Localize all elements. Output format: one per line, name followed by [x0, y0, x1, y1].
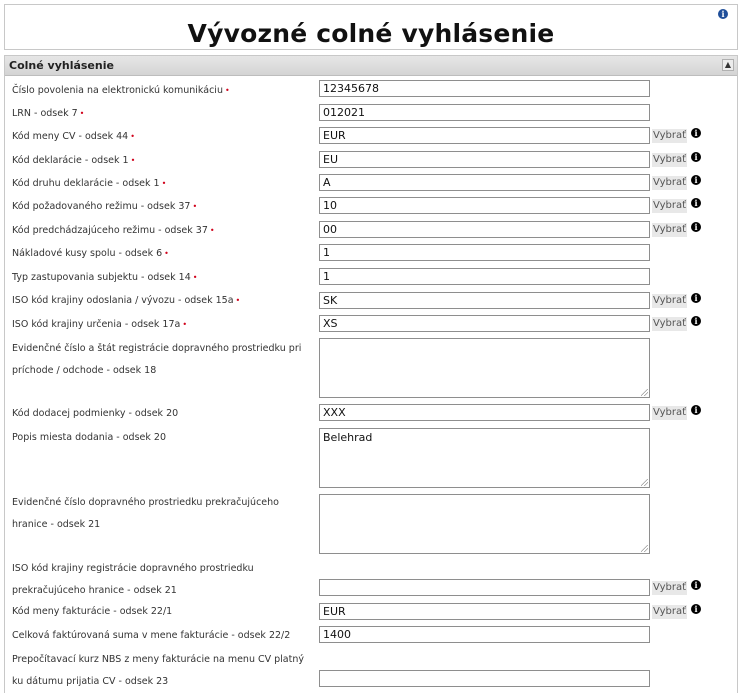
field-input[interactable]: 1: [319, 268, 650, 285]
field-label-text: Kód meny CV - odsek 44: [12, 131, 129, 142]
required-marker: •: [192, 273, 198, 282]
panel-title: Colné vyhlásenie: [9, 59, 114, 72]
field-label-text: ISO kód krajiny registrácie dopravného prostriedku prekračujúceho hranice - odsek 21: [12, 563, 254, 596]
field-label: [12, 403, 308, 425]
field-textarea[interactable]: [319, 338, 650, 398]
select-button[interactable]: Vybrať: [653, 407, 686, 418]
field-label: [12, 103, 308, 125]
field-label: [12, 173, 308, 195]
info-icon[interactable]: i: [691, 128, 701, 138]
field-input[interactable]: 1: [319, 244, 650, 261]
required-marker: •: [192, 202, 198, 211]
collapse-chevron-up-icon[interactable]: ▲: [722, 59, 734, 71]
field-label-text: LRN - odsek 7: [12, 108, 78, 119]
resize-grip-icon[interactable]: [641, 389, 648, 396]
select-button[interactable]: Vybrať: [653, 606, 686, 617]
field-label-text: Kód deklarácie - odsek 1: [12, 155, 129, 166]
required-marker: •: [130, 132, 135, 141]
field-input[interactable]: XXX: [319, 404, 650, 421]
field-label-text: Prepočítavací kurz NBS z meny fakturácie na menu CV platný ku dátumu prijatia CV - odsek 23: [12, 654, 304, 687]
required-marker: •: [130, 156, 136, 165]
field-label: [12, 243, 308, 265]
field-label-text: Celková faktúrovaná suma v mene fakturácie - odsek 22/2: [12, 630, 291, 641]
panel-header: [5, 56, 737, 76]
required-marker: •: [161, 179, 167, 188]
field-label: [12, 150, 308, 172]
select-button[interactable]: Vybrať: [653, 200, 686, 211]
field-textarea[interactable]: [319, 494, 650, 554]
field-label: [12, 267, 308, 289]
field-label-text: Popis miesta dodania - odsek 20: [12, 432, 166, 443]
field-label-text: Typ zastupovania subjektu - odsek 14: [12, 272, 191, 283]
select-button[interactable]: Vybrať: [653, 318, 686, 329]
field-label: [12, 492, 308, 536]
field-input[interactable]: EUR: [319, 603, 650, 620]
field-input[interactable]: 1400: [319, 626, 650, 643]
required-marker: •: [79, 109, 85, 118]
field-input[interactable]: EUR: [319, 127, 650, 144]
field-input[interactable]: 10: [319, 197, 650, 214]
field-label-text: ISO kód krajiny určenia - odsek 17a: [12, 319, 181, 330]
field-value: Belehrad: [323, 431, 373, 444]
required-marker: •: [164, 249, 169, 258]
info-icon[interactable]: i: [691, 222, 701, 232]
field-label-text: Kód požadovaného režimu - odsek 37: [12, 201, 191, 212]
field-label: [12, 290, 308, 312]
select-button[interactable]: Vybrať: [653, 154, 686, 165]
field-label: [12, 338, 308, 382]
info-icon[interactable]: i: [691, 580, 701, 590]
resize-grip-icon[interactable]: [641, 479, 648, 486]
required-marker: •: [235, 296, 241, 305]
info-icon[interactable]: i: [691, 198, 701, 208]
field-input[interactable]: 12345678: [319, 80, 650, 97]
select-button[interactable]: Vybrať: [653, 177, 686, 188]
info-icon[interactable]: i: [691, 293, 701, 303]
field-label-text: Kód predchádzajúceho režimu - odsek 37: [12, 225, 208, 236]
field-label: [12, 558, 308, 602]
help-info-icon[interactable]: i: [718, 9, 728, 19]
field-input[interactable]: SK: [319, 292, 650, 309]
field-label: [12, 601, 308, 623]
required-marker: •: [209, 226, 215, 235]
select-button[interactable]: Vybrať: [653, 295, 686, 306]
field-label: [12, 220, 308, 242]
field-input[interactable]: [319, 670, 650, 687]
info-icon[interactable]: i: [691, 405, 701, 415]
field-label: [12, 649, 308, 693]
required-marker: •: [224, 86, 230, 95]
field-input[interactable]: EU: [319, 151, 650, 168]
field-label-text: Evidenčné číslo dopravného prostriedku prekračujúceho hranice - odsek 21: [12, 497, 279, 530]
customs-declaration-panel: [4, 55, 738, 693]
field-label-text: Kód dodacej podmienky - odsek 20: [12, 408, 179, 419]
field-input[interactable]: A: [319, 174, 650, 191]
resize-grip-icon[interactable]: [641, 545, 648, 552]
info-icon[interactable]: i: [691, 316, 701, 326]
field-input[interactable]: 012021: [319, 104, 650, 121]
select-button[interactable]: Vybrať: [653, 130, 686, 141]
field-label-text: Kód meny fakturácie - odsek 22/1: [12, 606, 173, 617]
required-marker: •: [182, 320, 188, 329]
page-title: Výv​ozné colné vyhlásenie: [187, 19, 555, 48]
info-icon[interactable]: i: [691, 175, 701, 185]
field-label: [12, 80, 308, 102]
field-input[interactable]: [319, 579, 650, 596]
select-button[interactable]: Vybrať: [653, 224, 686, 235]
select-button[interactable]: Vybrať: [653, 582, 686, 593]
field-label: [12, 625, 308, 647]
field-label: [12, 427, 308, 449]
field-label-text: Kód druhu deklarácie - odsek 1: [12, 178, 160, 189]
field-label-text: Evidenčné číslo a štát registrácie dopravného prostriedku pri príchode / odchode - odsek 18: [12, 343, 302, 376]
field-label: [12, 196, 308, 218]
field-label-text: Číslo povolenia na elektronickú komunikáciu: [12, 85, 223, 96]
field-label-text: Nákladové kusy spolu - odsek 6: [12, 248, 163, 259]
field-input[interactable]: 00: [319, 221, 650, 238]
field-label: [12, 314, 308, 336]
info-icon[interactable]: i: [691, 604, 701, 614]
field-label: [12, 126, 308, 148]
field-input[interactable]: XS: [319, 315, 650, 332]
info-icon[interactable]: i: [691, 152, 701, 162]
field-label-text: ISO kód krajiny odoslania / vývozu - odsek 15a: [12, 295, 234, 306]
field-textarea[interactable]: [319, 428, 650, 488]
page-header: [4, 4, 738, 50]
